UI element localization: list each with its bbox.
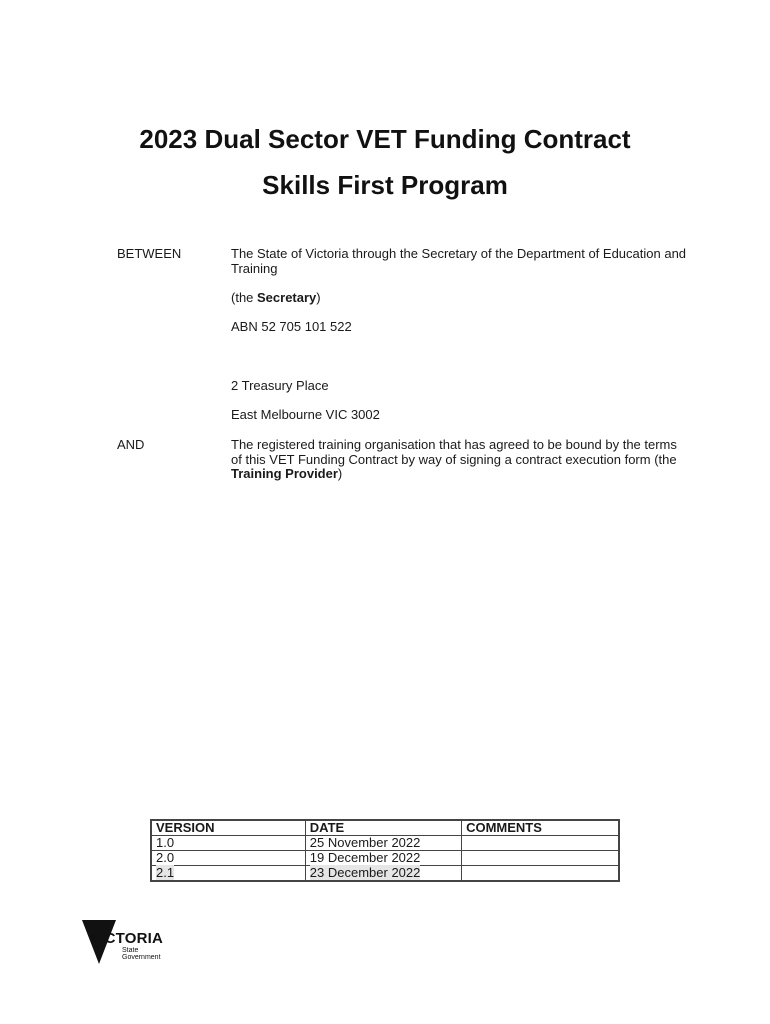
defined-prefix: (the [231,290,258,305]
and-description-prefix: The registered training organisation that has agreed to be bound by the terms of this VET Funding Contract by way of signing a contract execution form (the [231,437,677,467]
logo-subtext [122,947,161,961]
party-between-label: BETWEEN [117,246,182,261]
logo-sub-line2: Government [122,954,161,961]
header-date: DATE [305,820,461,836]
logo-sub-line1: State [122,947,139,954]
party-between-defined [231,291,687,306]
header-comments: COMMENTS [462,820,619,836]
logo-wordmark: VICTORIA [90,930,163,947]
cell-version: 2.0 [151,851,305,866]
defined-term-training-provider: Training Provider [231,466,338,481]
cell-date [305,866,461,882]
cell-comments [462,836,619,851]
highlighted-date: 23 December 2022 [309,865,421,880]
cell-comments [462,866,619,882]
cell-version [151,866,305,882]
party-between-address-line1: 2 Treasury Place [231,378,329,393]
table-row [151,851,619,866]
document-title: 2023 Dual Sector VET Funding Contract [139,124,631,154]
table-row [151,836,619,851]
party-and-description [231,438,687,482]
header-version: VERSION [151,820,305,836]
party-between-description: The State of Victoria through the Secretary of the Department of Education and Training [231,246,687,276]
highlighted-version: 2.1 [156,865,175,880]
cell-date: 19 December 2022 [305,851,461,866]
and-description-suffix: ) [337,466,343,481]
party-between-abn: ABN 52 705 101 522 [231,319,352,334]
version-table-header-row [151,820,619,836]
version-table [150,819,620,882]
party-between-address-line2: East Melbourne VIC 3002 [231,407,380,422]
victoria-state-government-logo [82,916,182,968]
table-row [151,866,619,882]
cell-version: 1.0 [151,836,305,851]
cell-date: 25 November 2022 [305,836,461,851]
document-subtitle: Skills First Program [262,170,508,200]
defined-suffix: ) [316,290,321,305]
cell-comments [462,851,619,866]
defined-term-secretary: Secretary [257,290,317,305]
party-and-label: AND [117,437,145,452]
